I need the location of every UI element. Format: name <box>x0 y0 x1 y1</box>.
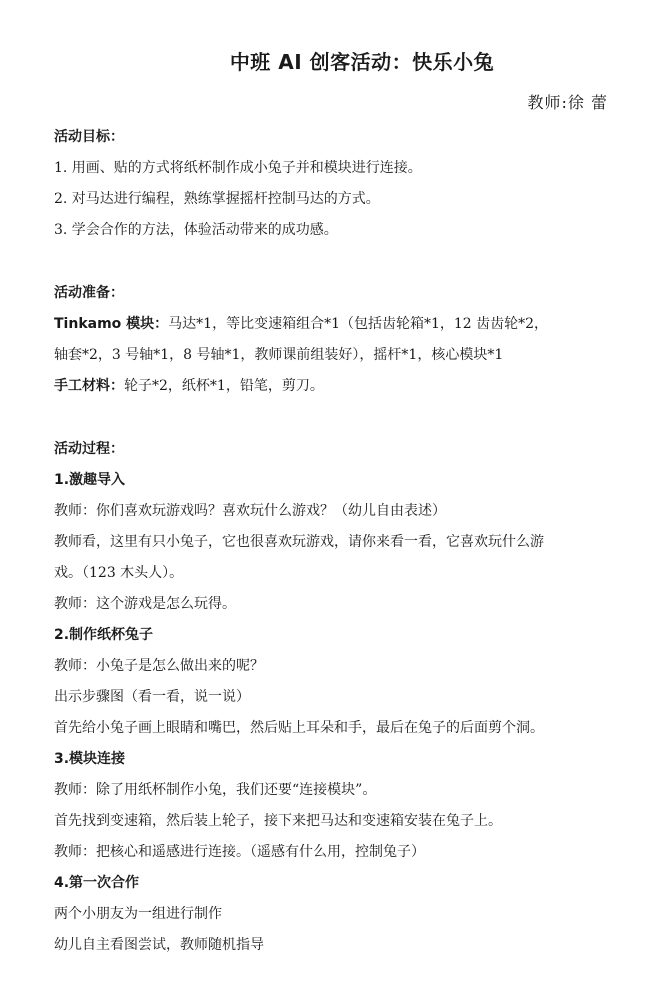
step-2-title: 2.制作纸杯兔子 <box>54 627 154 643</box>
goal-item-2: 2. 对马达进行编程，熟练掌握摇杆控制马达的方式。 <box>54 191 380 207</box>
step-4-line-1: 两个小朋友为一组进行制作 <box>54 906 222 922</box>
step-3-line-2: 首先找到变速箱，然后装上轮子，接下来把马达和变速箱安装在兔子上。 <box>54 813 502 829</box>
step-1-line-3: 戏。（123 木头人）。 <box>54 565 184 581</box>
step-3-line-3: 教师：把核心和遥感进行连接。（遥感有什么用，控制兔子） <box>54 844 425 860</box>
prep-module-line-1 <box>54 314 614 334</box>
step-2-line-1: 教师：小兔子是怎么做出来的呢？ <box>54 658 264 674</box>
step-2-line-3: 首先给小兔子画上眼睛和嘴巴，然后贴上耳朵和手，最后在兔子的后面剪个洞。 <box>54 720 544 736</box>
step-4-title: 4.第一次合作 <box>54 875 140 891</box>
prep-craft-text: 轮子*2，纸杯*1，铅笔，剪刀。 <box>124 378 324 394</box>
prep-module-text-1: 马达*1，等比变速箱组合*1（包括齿轮箱*1，12 齿齿轮*2， <box>168 316 549 332</box>
prep-module-line-2: 轴套*2，3 号轴*1，8 号轴*1，教师课前组装好），摇杆*1，核心模块*1 <box>54 347 504 363</box>
prep-craft-label: 手工材料： <box>54 378 124 394</box>
prep-craft-line <box>54 376 614 396</box>
goal-item-3: 3. 学会合作的方法，体验活动带来的成功感。 <box>54 222 338 238</box>
step-2-line-2: 出示步骤图（看一看，说一说） <box>54 689 250 705</box>
step-3-line-1: 教师：除了用纸杯制作小兔，我们还要“连接模块”。 <box>54 782 377 798</box>
step-1-title: 1.激趣导入 <box>54 472 126 488</box>
prep-heading: 活动准备： <box>54 285 124 301</box>
process-heading: 活动过程： <box>54 441 124 457</box>
step-3-title: 3.模块连接 <box>54 751 126 767</box>
step-4-line-2: 幼儿自主看图尝试，教师随机指导 <box>54 937 264 953</box>
goal-item-1: 1. 用画、贴的方式将纸杯制作成小兔子并和模块进行连接。 <box>54 160 422 176</box>
document-title: 中班 AI 创客活动：快乐小兔 <box>229 50 495 74</box>
step-1-line-2: 教师看，这里有只小兔子，它也很喜欢玩游戏，请你来看一看，它喜欢玩什么游 <box>54 534 544 550</box>
prep-module-label: Tinkamo 模块： <box>54 316 169 332</box>
step-1-line-4: 教师：这个游戏是怎么玩得。 <box>54 596 236 612</box>
step-1-line-1: 教师：你们喜欢玩游戏吗？喜欢玩什么游戏？（幼儿自由表述） <box>54 503 446 519</box>
goals-heading: 活动目标： <box>54 129 124 145</box>
teacher-name: 教师:徐 蕾 <box>527 93 608 112</box>
